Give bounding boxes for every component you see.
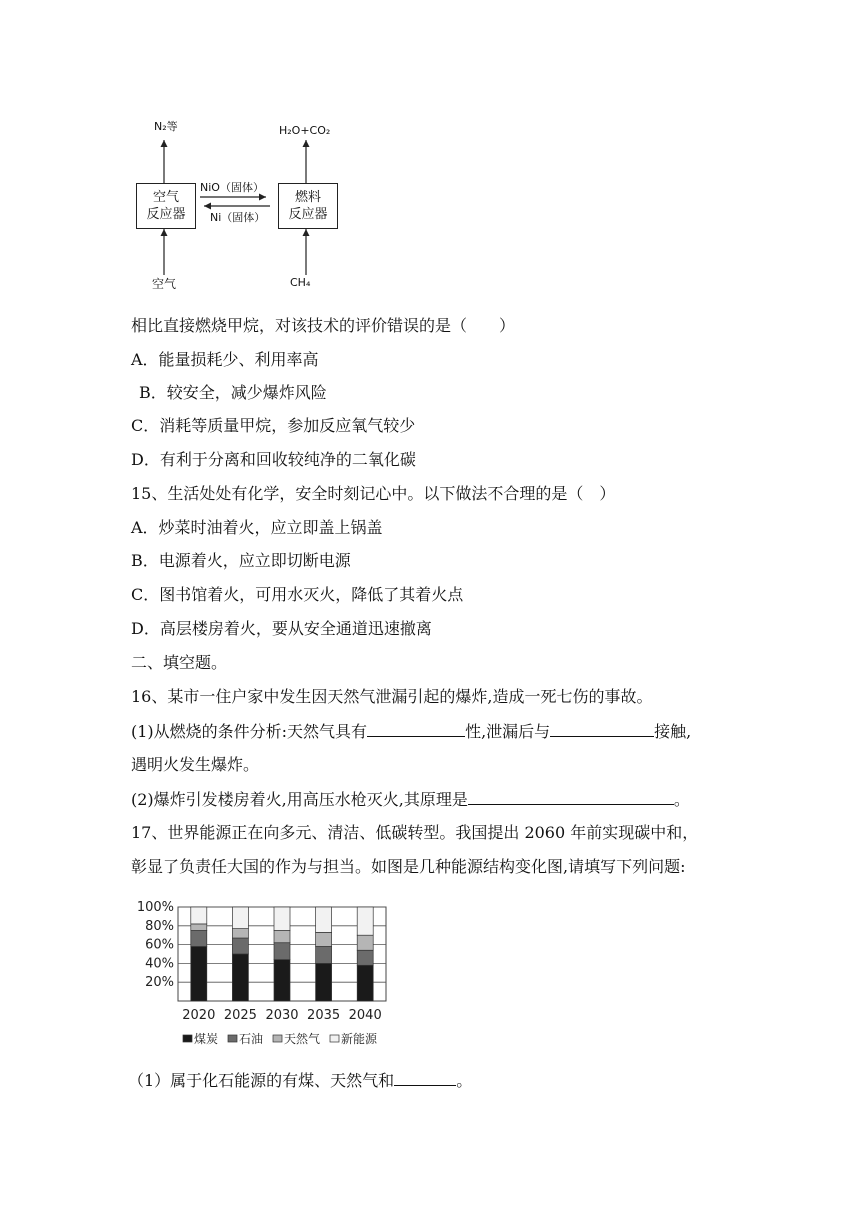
y-tick-label: 60%: [145, 937, 174, 953]
q17-sub1-line: [128, 1070, 472, 1091]
q16-part2-text-a: (2)爆炸引发楼房着火,用高压水枪灭火,其原理是: [131, 790, 468, 809]
q16-part1-continued: 遇明火发生爆炸。: [131, 755, 260, 774]
bar-segment-2025: [232, 938, 248, 954]
diagram-n2-output-label: N₂等: [154, 120, 178, 133]
q16-part1-text-a: (1)从燃烧的条件分析:天然气具有: [131, 722, 368, 741]
x-tick-label: 2025: [223, 1008, 257, 1023]
bar-segment-2030: [274, 931, 290, 943]
bar-segment-2040: [357, 935, 373, 950]
legend-swatch: [330, 1035, 339, 1042]
bar-segment-2025: [232, 929, 248, 938]
q16-part1-line: [131, 721, 691, 742]
q14-option-c: C．消耗等质量甲烷，参加反应氧气较少: [131, 416, 416, 435]
legend-label: 新能源: [341, 1032, 378, 1046]
q16-stem: 16、某市一住户家中发生因天然气泄漏引起的爆炸,造成一死七伤的事故。: [131, 687, 653, 706]
diagram-h2o-co2-output-label: H₂O+CO₂: [279, 124, 331, 137]
q14-option-b: B．较安全，减少爆炸风险: [139, 383, 327, 402]
y-tick-label: 20%: [145, 975, 174, 991]
q15-option-a: A．炒菜时油着火，应立即盖上锅盖: [131, 518, 383, 537]
bar-segment-2030: [274, 907, 290, 931]
air-reactor-line1: 空气: [152, 190, 179, 205]
bar-segment-2030: [274, 960, 290, 1001]
energy-structure-chart: [125, 895, 405, 1050]
y-tick-label: 80%: [145, 918, 174, 934]
bar-segment-2025: [232, 954, 248, 1001]
diagram-ch4-input-label: CH₄: [290, 276, 311, 289]
legend-swatch: [228, 1035, 237, 1042]
bar-segment-2040: [357, 907, 373, 935]
q16-part1-text-c: 接触,: [654, 722, 692, 741]
q17-line-1: 17、世界能源正在向多元、清洁、低碳转型。我国提出 2060 年前实现碳中和，: [131, 823, 699, 842]
bar-segment-2030: [274, 943, 290, 960]
q15-option-b: B．电源着火，应立即切断电源: [131, 551, 351, 570]
q15-option-c: C．图书馆着火，可用水灭火，降低了其着火点: [131, 585, 464, 604]
bar-segment-2025: [232, 907, 248, 929]
fuel-reactor-line2: 反应器: [288, 207, 328, 222]
diagram-air-input-label: 空气: [152, 277, 177, 291]
fuel-reactor-box: [278, 183, 338, 229]
q16-blank-2[interactable]: [550, 721, 654, 737]
q16-blank-3[interactable]: [468, 789, 674, 805]
q16-part1-text-b: 性,泄漏后与: [465, 722, 551, 741]
q17-line-2: 彰显了负责任大国的作为与担当。如图是几种能源结构变化图,请填写下列问题:: [131, 857, 686, 876]
legend-label: 煤炭: [194, 1032, 219, 1046]
q15-option-d: D．高层楼房着火，要从安全通道迅速撤离: [131, 619, 432, 638]
q17-blank-1[interactable]: [394, 1070, 456, 1086]
y-tick-label: 100%: [136, 900, 174, 915]
x-tick-label: 2040: [348, 1008, 382, 1023]
air-reactor-line2: 反应器: [146, 207, 186, 222]
bar-segment-2020: [191, 931, 207, 947]
q17-sub1-text-b: 。: [456, 1071, 473, 1090]
q15-stem: 15、生活处处有化学，安全时刻记心中。以下做法不合理的是（ ）: [131, 484, 616, 503]
bar-segment-2040: [357, 965, 373, 1001]
fuel-reactor-line1: 燃料: [294, 190, 321, 205]
q16-part2-line: [131, 789, 690, 810]
q17-sub1-text-a: （1）属于化石能源的有煤、天然气和: [128, 1071, 395, 1090]
ni-solid-label: Ni（固体）: [210, 211, 266, 224]
bar-segment-2020: [191, 946, 207, 1001]
x-tick-label: 2020: [182, 1008, 216, 1023]
q16-part2-text-b: 。: [673, 790, 690, 809]
q14-stem: 相比直接燃烧甲烷，对该技术的评价错误的是（ ）: [131, 316, 516, 335]
bar-segment-2035: [316, 946, 332, 963]
bar-segment-2020: [191, 907, 207, 924]
air-reactor-box: [136, 183, 196, 229]
legend-label: 天然气: [284, 1032, 321, 1046]
bar-segment-2020: [191, 924, 207, 931]
nio-solid-label: NiO（固体）: [200, 181, 264, 194]
y-tick-label: 40%: [145, 956, 174, 972]
q16-blank-1[interactable]: [367, 721, 465, 737]
legend-swatch: [183, 1035, 192, 1042]
bar-segment-2035: [316, 963, 332, 1001]
legend-swatch: [273, 1035, 282, 1042]
x-tick-label: 2030: [265, 1008, 299, 1023]
q14-option-a: A．能量损耗少、利用率高: [131, 350, 319, 369]
x-tick-label: 2035: [307, 1008, 341, 1023]
legend-label: 石油: [239, 1032, 264, 1046]
section-heading-fill-in: 二、填空题。: [131, 653, 228, 672]
bar-segment-2035: [316, 932, 332, 946]
q14-option-d: D．有利于分离和回收较纯净的二氧化碳: [131, 450, 416, 469]
bar-segment-2035: [316, 907, 332, 932]
bar-segment-2040: [357, 950, 373, 965]
